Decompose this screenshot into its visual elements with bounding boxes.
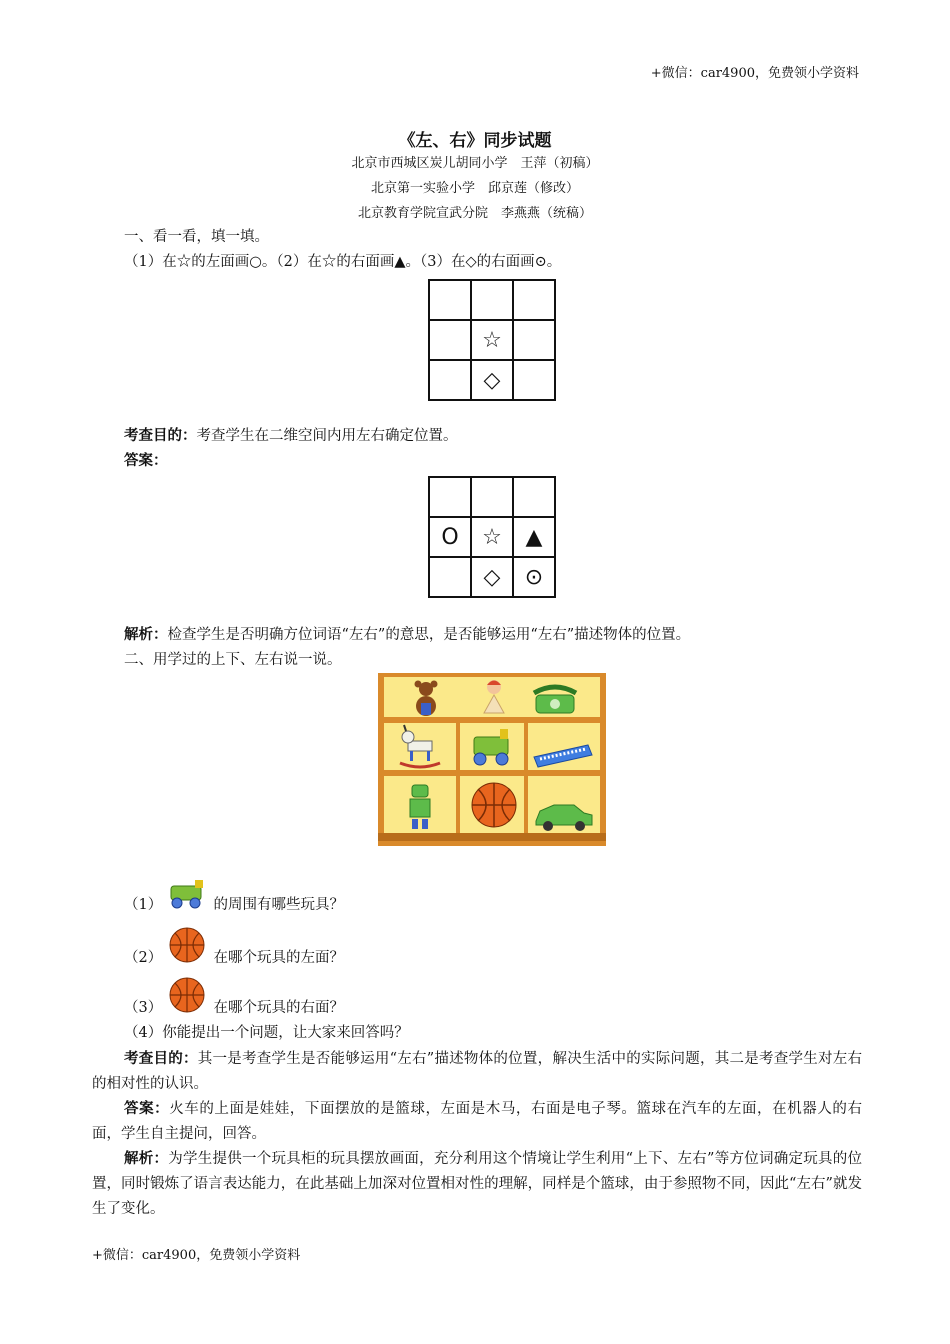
section1-purpose — [124, 426, 458, 446]
section2-heading: 二、用学过的上下、左右说一说。 — [124, 652, 342, 668]
question-3-text: 在哪个玩具的右面？ — [213, 1000, 344, 1016]
basketball-icon — [167, 977, 209, 1013]
grid-cell — [513, 280, 555, 320]
answer-label: 答案： — [124, 1100, 170, 1117]
header-note: +微信：car4900，免费领小学资料 — [650, 66, 859, 81]
analysis-label: 解析： — [124, 626, 168, 643]
page-title: 《左、右》同步试题 — [398, 131, 552, 151]
question-1-prefix: （1） — [124, 897, 163, 913]
section1-answer-label: 答案： — [124, 452, 168, 469]
grid-cell: ⊙ — [513, 557, 555, 597]
purpose-label: 考查目的： — [124, 427, 197, 444]
question-grid — [428, 279, 556, 401]
grid-cell — [429, 477, 471, 517]
question-3-prefix: （3） — [124, 1000, 163, 1016]
author-line-2: 北京第一实验小学 邱京莲（修改） — [370, 181, 579, 196]
grid-cell — [429, 360, 471, 400]
section2-purpose — [92, 1046, 862, 1097]
question-2-text: 在哪个玩具的左面？ — [213, 950, 344, 966]
section2-analysis — [92, 1146, 862, 1222]
question-3 — [124, 998, 344, 1018]
answer-grid — [428, 476, 556, 598]
shelf-board — [384, 717, 600, 723]
toy-train-icon — [167, 878, 209, 910]
basketball-icon — [167, 927, 209, 963]
grid-cell: ◇ — [471, 360, 513, 400]
grid-cell — [429, 557, 471, 597]
author-line-1: 北京市西城区炭儿胡同小学 王萍（初稿） — [351, 156, 599, 171]
grid-cell: O — [429, 517, 471, 557]
grid-cell — [471, 280, 513, 320]
question-2 — [124, 948, 344, 968]
question-1 — [124, 895, 344, 915]
shelf-base — [378, 833, 606, 841]
analysis-text: 检查学生是否明确方位词语“左右”的意思，是否能够运用“左右”描述物体的位置。 — [167, 627, 691, 643]
question-4: （4）你能提出一个问题，让大家来回答吗？ — [124, 1025, 409, 1041]
grid-cell — [513, 360, 555, 400]
question-1-text: 的周围有哪些玩具？ — [213, 897, 344, 913]
grid-cell: ▲ — [513, 517, 555, 557]
basketball-icon — [472, 783, 516, 827]
grid-cell: ◇ — [471, 557, 513, 597]
section2-answer — [92, 1096, 862, 1147]
grid-cell — [429, 320, 471, 360]
grid-cell — [513, 320, 555, 360]
section1-instruction: （1）在☆的左面画○。（2）在☆的右面画▲。（3）在◇的右面画⊙。 — [124, 254, 562, 270]
author-line-3: 北京教育学院宣武分院 李燕燕（统稿） — [357, 206, 592, 221]
section1-analysis — [124, 625, 690, 645]
question-2-prefix: （2） — [124, 950, 163, 966]
shelf-divider — [456, 723, 460, 833]
footer-note: +微信：car4900，免费领小学资料 — [92, 1248, 301, 1263]
purpose-text: 其一是考查学生是否能够运用“左右”描述物体的位置，解决生活中的实际问题，其二是考查学生对左右的相对性的认识。 — [92, 1051, 863, 1092]
analysis-label: 解析： — [124, 1150, 169, 1167]
shelf-board — [384, 770, 600, 776]
grid-cell — [513, 477, 555, 517]
shelf-divider — [524, 723, 528, 833]
analysis-text: 为学生提供一个玩具柜的玩具摆放画面，充分利用这个情境让学生利用“上下、左右”等方位词确定玩具的位置，同时锻炼了语言表达能力，在此基础上加深对位置相对性的理解，同样是个篮球，由于参照物不同，因此“左右”就发生了变化。 — [92, 1151, 862, 1217]
answer-text: 火车的上面是娃娃，下面摆放的是篮球，左面是木马，右面是电子琴。篮球在汽车的左面，在机器人的右面，学生自主提问，回答。 — [92, 1101, 862, 1142]
grid-cell: ☆ — [471, 320, 513, 360]
purpose-label: 考查目的： — [124, 1050, 198, 1067]
grid-cell — [471, 477, 513, 517]
grid-cell: ☆ — [471, 517, 513, 557]
grid-cell — [429, 280, 471, 320]
purpose-text: 考查学生在二维空间内用左右确定位置。 — [196, 428, 458, 444]
section1-heading: 一、看一看，填一填。 — [124, 229, 269, 245]
toy-shelf-illustration — [378, 673, 606, 846]
